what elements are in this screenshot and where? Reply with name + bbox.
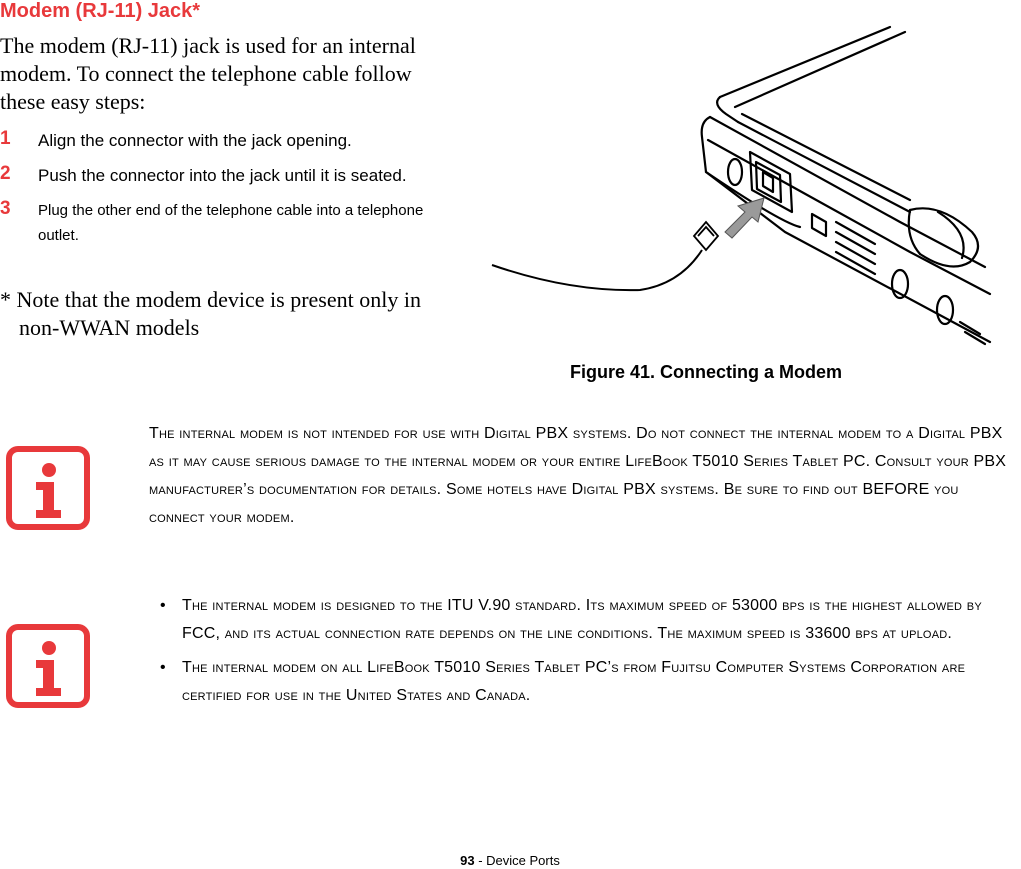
- page-number: 93: [460, 853, 475, 868]
- info-icon: [6, 624, 90, 708]
- intro-paragraph: The modem (RJ-11) jack is used for an internal modem. To connect the telephone cable follow these easy steps:: [0, 33, 416, 114]
- footer-section: Device Ports: [486, 853, 560, 868]
- step-text: Plug the other end of the telephone cable into a telephone outlet.: [38, 202, 424, 244]
- bullet-text: The internal modem on all LifeBook T5010 Series Tablet PC’s from Fujitsu Computer Systems Corporation are certified for use in the United States and Canada.: [182, 659, 966, 704]
- page-footer: [340, 853, 680, 868]
- step-text: Push the connector into the jack until it is seated.: [38, 166, 407, 185]
- step-item: [0, 198, 440, 248]
- info-icon: [6, 446, 90, 530]
- bullet-dot: •: [160, 597, 166, 614]
- step-number: 1: [0, 128, 11, 149]
- bullet-item: [152, 654, 1020, 710]
- bullet-text: The internal modem is designed to the ITU V.90 standard. Its maximum speed of 53000 bps is the highest allowed by FCC, and its actual connection rate depends on the line conditions. The maximum speed is 33600 bps at upload.: [182, 597, 982, 642]
- step-text: Align the connector with the jack opening.: [38, 131, 352, 150]
- step-number: 2: [0, 163, 11, 184]
- figure-caption: Figure 41. Connecting a Modem: [570, 362, 843, 382]
- step-item: [0, 128, 440, 153]
- footnote: * Note that the modem device is present only in non-WWAN models: [0, 287, 421, 340]
- laptop-modem-illustration: [480, 22, 1000, 352]
- footer-separator: -: [474, 853, 487, 868]
- bullet-dot: •: [160, 659, 166, 676]
- section-heading: Modem (RJ-11) Jack*: [0, 0, 201, 22]
- caution-note: The internal modem is not intended for use with Digital PBX systems. Do not connect the internal modem to a Digital PBX as it may cause serious damage to the internal modem or your entire LifeBook T5010 Series Tablet PC. Consult your PBX manufacturer’s documentation for details. Some hotels have Digital PBX systems. Be sure to find out BEFORE you connect your modem.: [149, 425, 1007, 526]
- modem-info-bullets: [152, 592, 1020, 716]
- bullet-item: [152, 592, 1020, 648]
- steps-list: [0, 128, 440, 258]
- step-number: 3: [0, 198, 11, 219]
- step-item: [0, 163, 440, 188]
